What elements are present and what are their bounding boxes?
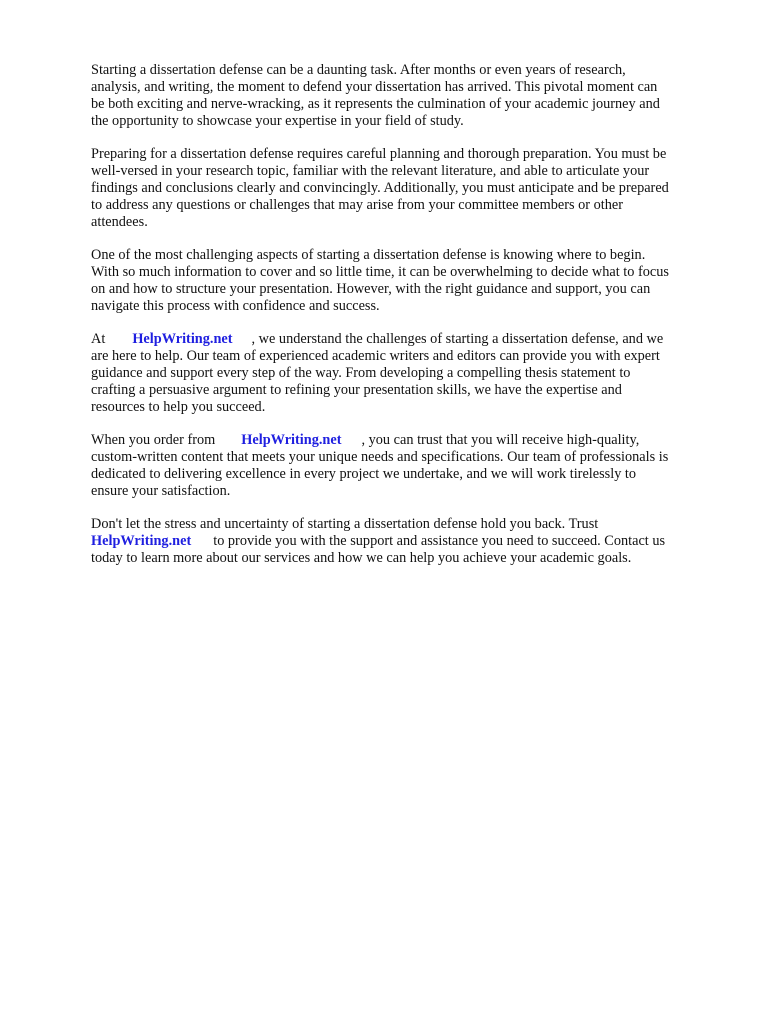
paragraph-preparing: [91, 146, 731, 231]
text-line: [91, 533, 731, 550]
text-line: [91, 432, 731, 449]
text-line: attendees.: [91, 214, 148, 230]
text-line: navigate this process with confidence and success.: [91, 298, 380, 314]
text-line: today to learn more about our services and how we can help you achieve your academic goals.: [91, 550, 632, 566]
text-line: the opportunity to showcase your expertise in your field of study.: [91, 113, 464, 129]
text-line: be both exciting and nerve-wracking, as it represents the culmination of your academic journey and: [91, 96, 660, 112]
helpwriting-link[interactable]: HelpWriting.net: [241, 432, 342, 448]
helpwriting-link[interactable]: HelpWriting.net: [132, 331, 233, 347]
text-line: well-versed in your research topic, familiar with the relevant literature, and able to articulate your: [91, 163, 650, 179]
text-line: One of the most challenging aspects of starting a dissertation defense is knowing where to begin.: [91, 247, 646, 263]
text-line: analysis, and writing, the moment to defend your dissertation has arrived. This pivotal moment can: [91, 79, 658, 95]
text-fragment: When you order from: [91, 432, 216, 448]
text-line: to address any questions or challenges that may arise from your committee members or other: [91, 197, 624, 213]
text-line: [91, 331, 731, 348]
text-line: Don't let the stress and uncertainty of starting a dissertation defense hold you back. Trust: [91, 516, 599, 532]
text-line: on and how to structure your presentation. However, with the right guidance and support, you can: [91, 281, 651, 297]
text-line: crafting a persuasive argument to refining your presentation skills, we have the expertise and: [91, 382, 622, 398]
text-line: are here to help. Our team of experienced academic writers and editors can provide you with expert: [91, 348, 660, 364]
text-fragment: to provide you with the support and assistance you need to succeed. Contact us: [213, 533, 666, 549]
paragraph-order: [91, 432, 731, 500]
text-line: Starting a dissertation defense can be a daunting task. After months or even years of research,: [91, 62, 626, 78]
text-line: With so much information to cover and so little time, it can be overwhelming to decide what to focus: [91, 264, 669, 280]
paragraph-intro: [91, 62, 731, 130]
paragraph-helpwriting-intro: [91, 331, 731, 416]
text-line: findings and conclusions clearly and convincingly. Additionally, you must anticipate and be prepared: [91, 180, 669, 196]
text-line: Preparing for a dissertation defense requires careful planning and thorough preparation. You must be: [91, 146, 667, 162]
text-line: dedicated to delivering excellence in every project we undertake, and we will work tirelessly to: [91, 466, 637, 482]
document-page: [91, 62, 731, 583]
helpwriting-link[interactable]: HelpWriting.net: [91, 533, 192, 549]
paragraph-closing: [91, 516, 731, 567]
paragraph-challenges: [91, 247, 731, 315]
text-line: custom-written content that meets your unique needs and specifications. Our team of professionals is: [91, 449, 669, 465]
text-line: resources to help you succeed.: [91, 399, 266, 415]
text-line: ensure your satisfaction.: [91, 483, 231, 499]
text-fragment: , you can trust that you will receive high-quality,: [361, 432, 640, 448]
text-line: guidance and support every step of the way. From developing a compelling thesis statement to: [91, 365, 631, 381]
text-fragment: At: [91, 331, 106, 347]
text-fragment: , we understand the challenges of starting a dissertation defense, and we: [251, 331, 664, 347]
